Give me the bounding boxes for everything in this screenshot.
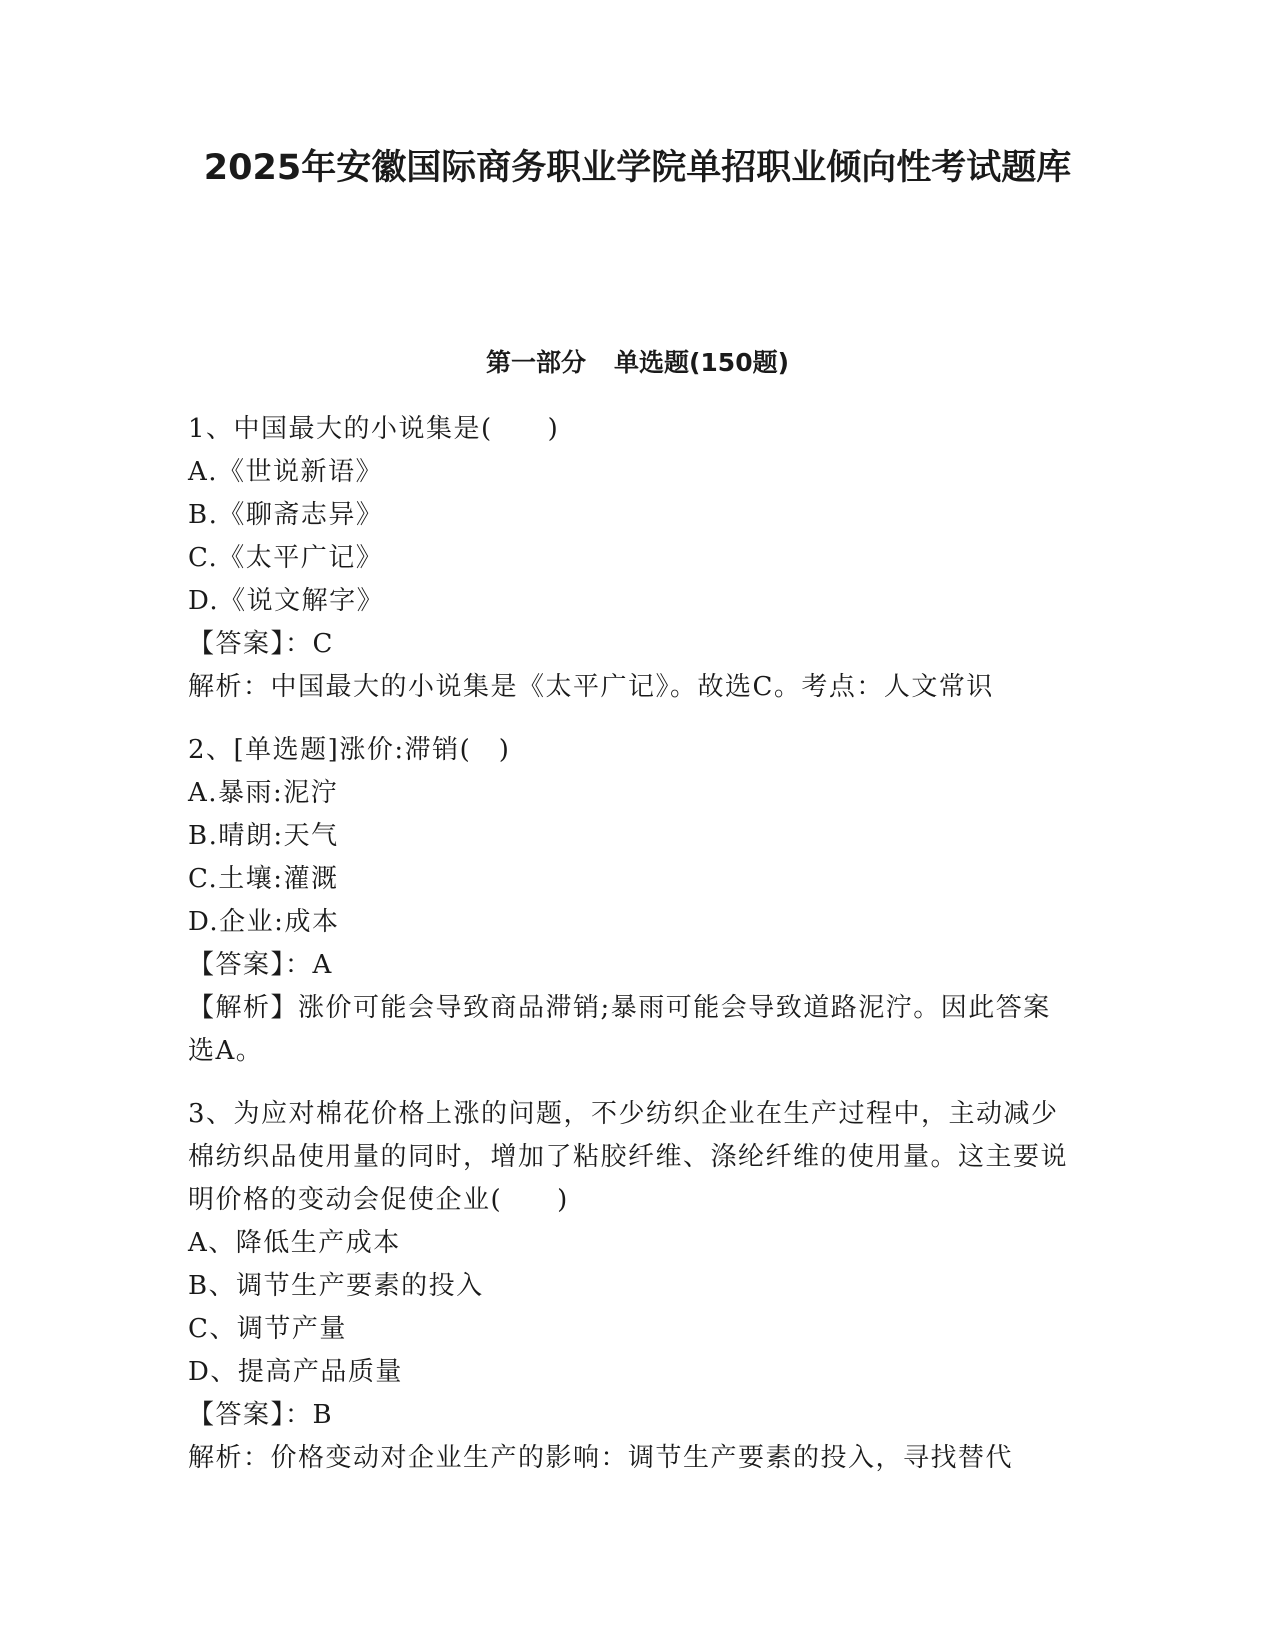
answer: 【答案】：C	[188, 629, 334, 659]
question-stem: 3、为应对棉花价格上涨的问题，不少纺织企业在生产过程中，主动减少棉纺织品使用量的同时，增加了粘胶纤维、涤纶纤维的使用量。这主要说明价格的变动会促使企业( )	[188, 1099, 1069, 1215]
section-name: 单选题(150题)	[613, 348, 790, 377]
option-c: C.《太平广记》	[188, 543, 384, 573]
option-a: A.暴雨:泥泞	[188, 778, 339, 808]
option-d: D.企业:成本	[188, 907, 340, 937]
question-list	[188, 408, 1068, 1500]
answer: 【答案】：B	[188, 1400, 334, 1430]
option-b: B、调节生产要素的投入	[188, 1271, 484, 1301]
analysis: 【解析】涨价可能会导致商品滞销;暴雨可能会导致道路泥泞。因此答案选A。	[188, 993, 1051, 1066]
option-c: C.土壤:灌溉	[188, 864, 339, 894]
question-3	[188, 1093, 1068, 1480]
section-part: 第一部分	[485, 348, 586, 377]
option-d: D.《说文解字》	[188, 586, 385, 616]
question-1	[188, 408, 1068, 709]
answer: 【答案】：A	[188, 950, 333, 980]
question-stem: 2、[单选题]涨价:滞销( )	[188, 735, 511, 765]
question-stem: 1、中国最大的小说集是( )	[188, 414, 560, 444]
option-a: A.《世说新语》	[188, 457, 384, 487]
option-a: A、降低生产成本	[188, 1228, 401, 1258]
option-c: C、调节产量	[188, 1314, 347, 1344]
option-b: B.《聊斋志异》	[188, 500, 384, 530]
option-b: B.晴朗:天气	[188, 821, 339, 851]
document-title: 2025年安徽国际商务职业学院单招职业倾向性考试题库	[203, 148, 1072, 188]
analysis: 解析：价格变动对企业生产的影响：调节生产要素的投入，寻找替代	[188, 1443, 1014, 1473]
section-heading	[150, 345, 1125, 381]
option-d: D、提高产品质量	[188, 1357, 403, 1387]
analysis: 解析：中国最大的小说集是《太平广记》。故选C。考点：人文常识	[188, 672, 994, 702]
question-2	[188, 729, 1068, 1073]
